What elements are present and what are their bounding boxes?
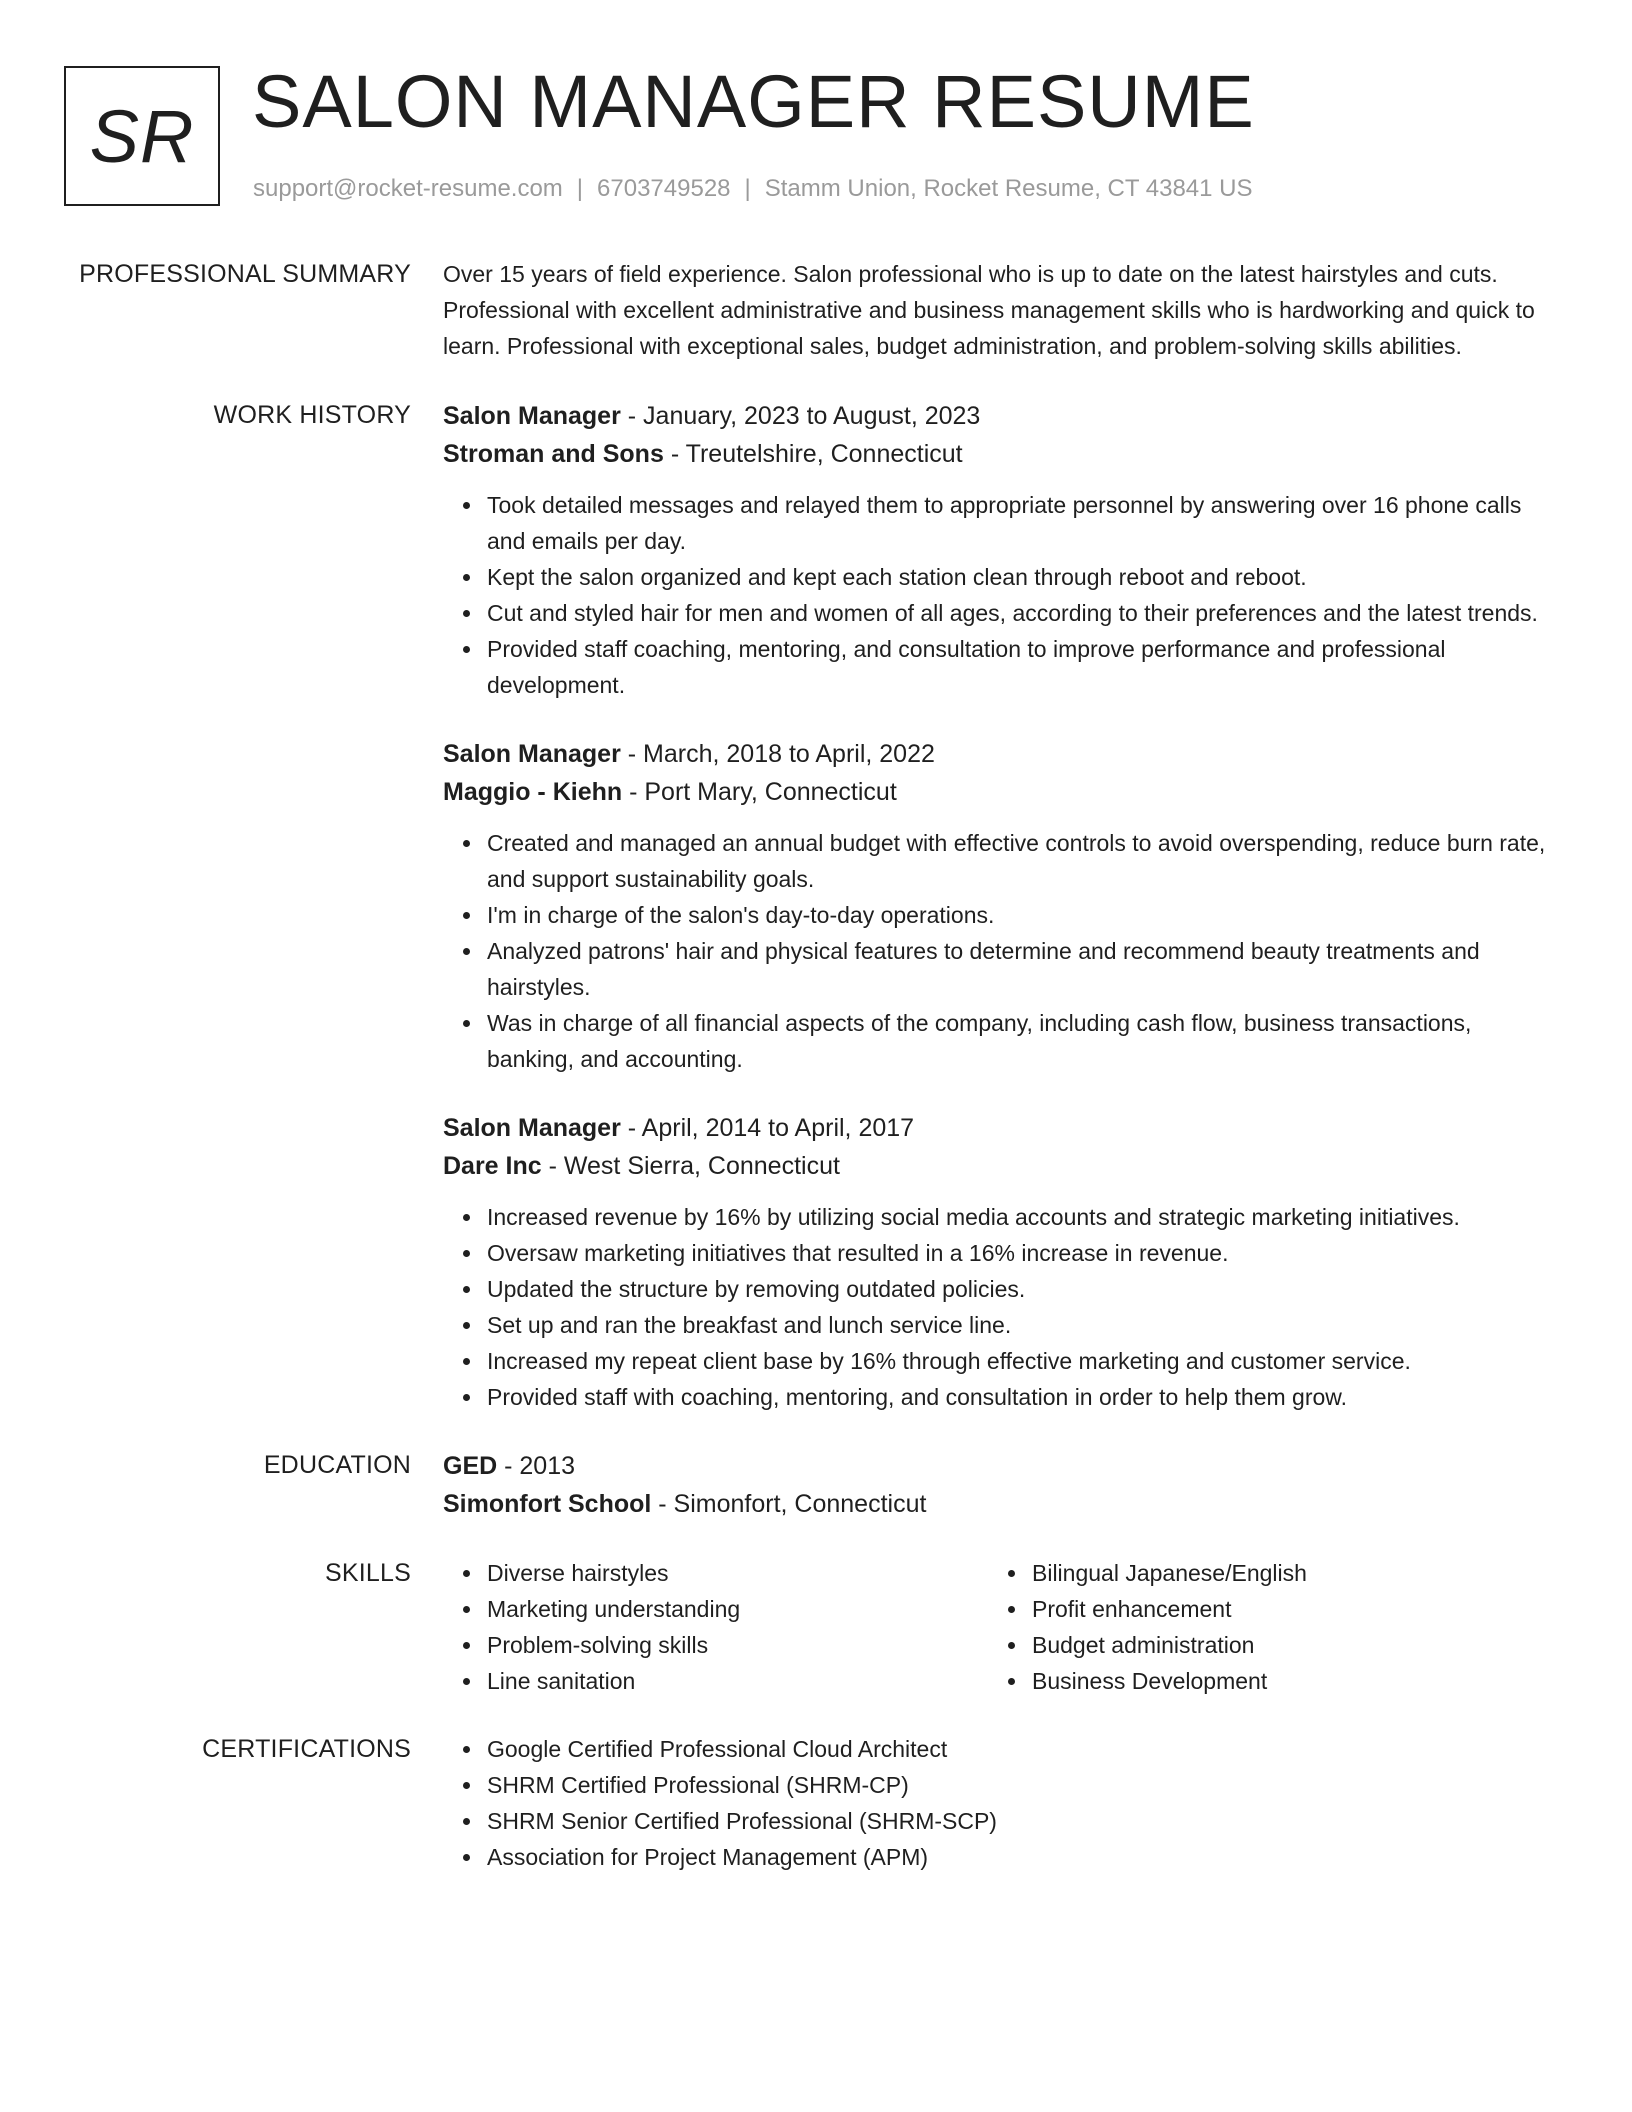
job-dates: - April, 2014 to April, 2017: [620, 1114, 915, 1142]
list-item: Budget administration: [1032, 1627, 1533, 1663]
summary-section: [0, 256, 1632, 364]
job-title: Salon Manager: [443, 740, 621, 768]
job-title: Salon Manager: [443, 1114, 621, 1142]
monogram-logo: SR: [64, 66, 220, 206]
list-item: Was in charge of all financial aspects of the company, including cash flow, business transactions, banking, and accounting.: [487, 1005, 1555, 1077]
skills-column-left: [443, 1555, 988, 1699]
work-history-section: [0, 397, 1632, 1415]
certifications-section: [0, 1731, 1632, 1875]
certifications-list: [443, 1731, 1555, 1875]
job-bullets: [443, 1199, 1555, 1415]
job-title-line: [443, 735, 1555, 773]
education-school-line: [443, 1485, 1555, 1523]
job-company-line: [443, 773, 1555, 811]
list-item: Set up and ran the breakfast and lunch service line.: [487, 1307, 1555, 1343]
job-title-line: [443, 397, 1555, 435]
job-company: Stroman and Sons: [443, 440, 664, 468]
list-item: Provided staff with coaching, mentoring, and consultation in order to help them grow.: [487, 1379, 1555, 1415]
job-dates: - March, 2018 to April, 2022: [620, 740, 935, 768]
job-entry: [443, 1109, 1555, 1415]
list-item: Association for Project Management (APM): [487, 1839, 1555, 1875]
list-item: Google Certified Professional Cloud Architect: [487, 1731, 1555, 1767]
job-title: Salon Manager: [443, 402, 621, 430]
contact-phone: 6703749528: [597, 175, 731, 202]
education-location: - Simonfort, Connecticut: [651, 1490, 927, 1518]
section-label-certifications: CERTIFICATIONS: [202, 1735, 411, 1763]
section-label-summary: PROFESSIONAL SUMMARY: [79, 260, 411, 288]
education-degree-line: [443, 1447, 1555, 1485]
list-item: Business Development: [1032, 1663, 1533, 1699]
education-year: - 2013: [497, 1452, 576, 1480]
list-item: Oversaw marketing initiatives that resulted in a 16% increase in revenue.: [487, 1235, 1555, 1271]
job-company-line: [443, 1147, 1555, 1185]
list-item: Line sanitation: [487, 1663, 988, 1699]
contact-address: Stamm Union, Rocket Resume, CT 43841 US: [764, 175, 1253, 202]
list-item: Increased my repeat client base by 16% through effective marketing and customer service.: [487, 1343, 1555, 1379]
contact-separator: |: [744, 175, 751, 202]
section-label-skills: SKILLS: [325, 1559, 411, 1587]
contact-line: [253, 173, 1253, 205]
list-item: Kept the salon organized and kept each station clean through reboot and reboot.: [487, 559, 1555, 595]
skills-column-right: [988, 1555, 1533, 1699]
job-company: Dare Inc: [443, 1152, 542, 1180]
education-school: Simonfort School: [443, 1490, 652, 1518]
job-bullets: [443, 825, 1555, 1077]
job-dates: - January, 2023 to August, 2023: [620, 402, 981, 430]
job-location: - Port Mary, Connecticut: [622, 778, 897, 806]
list-item: Updated the structure by removing outdated policies.: [487, 1271, 1555, 1307]
job-bullets: [443, 487, 1555, 703]
list-item: SHRM Senior Certified Professional (SHRM-SCP): [487, 1803, 1555, 1839]
skills-section: [0, 1555, 1632, 1699]
list-item: Problem-solving skills: [487, 1627, 988, 1663]
list-item: Cut and styled hair for men and women of all ages, according to their preferences and the latest trends.: [487, 595, 1555, 631]
list-item: Took detailed messages and relayed them to appropriate personnel by answering over 16 phone calls and emails per day.: [487, 487, 1555, 559]
list-item: Analyzed patrons' hair and physical features to determine and recommend beauty treatments and hairstyles.: [487, 933, 1555, 1005]
list-item: Marketing understanding: [487, 1591, 988, 1627]
job-location: - West Sierra, Connecticut: [541, 1152, 840, 1180]
summary-text: Over 15 years of field experience. Salon professional who is up to date on the latest hairstyles and cuts. Professional with excellent administrative and business management skills who is hardworking and quick to learn. Professional with exceptional sales, budget administration, and problem-solving skills abilities.: [443, 261, 1535, 359]
list-item: Increased revenue by 16% by utilizing social media accounts and strategic marketing initiatives.: [487, 1199, 1555, 1235]
job-title-line: [443, 1109, 1555, 1147]
list-item: Created and managed an annual budget with effective controls to avoid overspending, reduce burn rate, and support sustainability goals.: [487, 825, 1555, 897]
list-item: Provided staff coaching, mentoring, and consultation to improve performance and professional development.: [487, 631, 1555, 703]
education-degree: GED: [443, 1452, 498, 1480]
list-item: Profit enhancement: [1032, 1591, 1533, 1627]
list-item: I'm in charge of the salon's day-to-day operations.: [487, 897, 1555, 933]
education-section: [0, 1447, 1632, 1523]
contact-separator: |: [576, 175, 584, 202]
contact-email: support@rocket-resume.com: [253, 175, 563, 202]
list-item: SHRM Certified Professional (SHRM-CP): [487, 1767, 1555, 1803]
job-company-line: [443, 435, 1555, 473]
skills-list: [988, 1555, 1533, 1699]
job-entry: [443, 735, 1555, 1077]
resume-content: [0, 256, 1632, 1875]
section-label-work-history: WORK HISTORY: [213, 401, 411, 429]
section-label-education: EDUCATION: [263, 1451, 411, 1479]
list-item: Diverse hairstyles: [487, 1555, 988, 1591]
skills-list: [443, 1555, 988, 1699]
job-company: Maggio - Kiehn: [443, 778, 623, 806]
job-location: - Treutelshire, Connecticut: [663, 440, 963, 468]
resume-title: SALON MANAGER RESUME: [252, 60, 1255, 143]
list-item: Bilingual Japanese/English: [1032, 1555, 1533, 1591]
job-entry: [443, 397, 1555, 703]
